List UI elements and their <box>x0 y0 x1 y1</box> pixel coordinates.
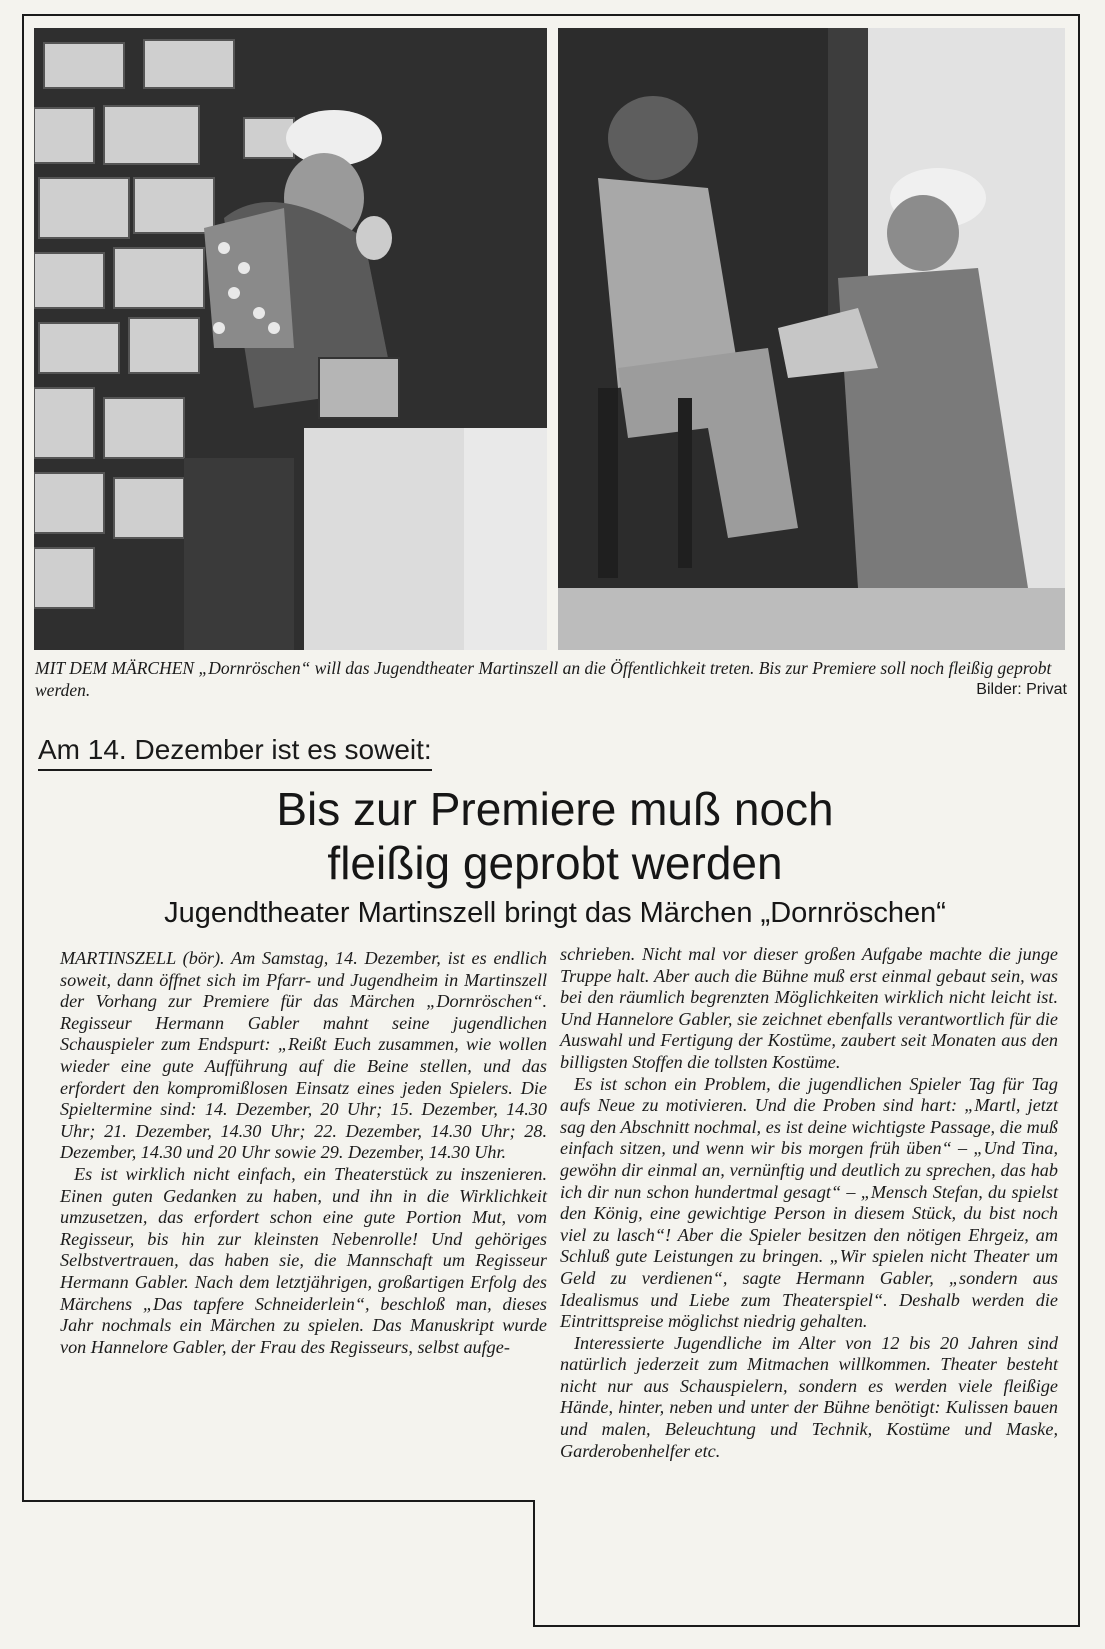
paragraph: Es ist wirklich nicht einfach, ein Theaterstück zu inszenieren. Einen guten Gedanken zu haben, und ihn in die Wirklichkeit umzusetzen, das erfordert schon eine gute Portion Mut, vom Regisseur, bis hin zur kleinsten Nebenrolle! Und gehöriges Selbstvertrauen, das haben sie, die Mannschaft um Regisseur Hermann Gabler. Nach dem letztjährigen, großartigen Erfolg des Märchens „Das tapfere Schneiderlein“, beschloß man, dieses Jahr nochmals ein Märchen zu spielen. Das Manuskript wurde von Hannelore Gabler, der Frau des Regisseurs, selbst aufge- <box>60 1163 547 1357</box>
headline-line-1: Bis zur Premiere muß noch <box>276 783 834 835</box>
kicker: Am 14. Dezember ist es soweit: <box>38 734 432 771</box>
body-column-left <box>60 948 547 1358</box>
frame-step <box>533 1500 535 1627</box>
paragraph: Interessierte Jugendliche im Alter von 12 bis 20 Jahren sind natürlich jederzeit zum Mitmachen willkommen. Theater besteht nicht nur aus Schauspielern, sondern es werden viele fleißige Hände, hinter, neben und unter der Bühne benötigt: Kulissen bauen und malen, Beleuchtung und Technik, Kostüme und Maske, Garderobenhelfer etc. <box>560 1332 1058 1461</box>
frame-right <box>1078 14 1080 1627</box>
paragraph: Es ist schon ein Problem, die jugendlichen Spieler Tag für Tag aufs Neue zu motivieren. Und die Proben sind hart: „Martl, jetzt sag den Abschnitt nochmal, es ist deine wichtigste Passage, die muß einfach sitzen, und wenn wir bis morgen früh üben“ – „Und Tina, gewöhn dir einmal an, vernünftig und deutlich zu sprechen, das hab ich dir nun schon hundertmal gesagt“ – „Mensch Stefan, du spielst den König, eine gewichtige Person in diesem Stück, du bist noch viel zu lasch“! Aber die Spieler besitzen den nötigen Ehrgeiz, am Schluß gute Leistungen zu bringen. „Wir spielen nicht Theater um Geld zu verdienen“, sagte Hermann Gabler, „sondern aus Idealismus und Liebe zum Theaterspiel“. Deshalb werden die Eintrittspreise möglichst niedrig gehalten. <box>560 1073 1058 1332</box>
photo-left <box>34 28 547 650</box>
frame-left <box>22 14 24 1501</box>
headline-line-2: fleißig geprobt werden <box>327 837 783 889</box>
photo-credit: Bilder: Privat <box>976 681 1067 698</box>
body-column-right <box>560 944 1058 1462</box>
frame-bottom-left <box>22 1500 534 1502</box>
caption-text: MIT DEM MÄRCHEN „Dornröschen“ will das Jugendtheater Martinszell an die Öffentlichkeit treten. Bis zur Premiere soll noch fleißig geprobt werden. <box>35 658 1052 700</box>
frame-top <box>22 14 1080 16</box>
subheadline: Jugendtheater Martinszell bringt das Märchen „Dornröschen“ <box>164 897 946 929</box>
paragraph: MARTINSZELL (bör). Am Samstag, 14. Dezember, ist es endlich soweit, dann öffnet sich im Pfarr- und Jugendheim in Martinszell der Vorhang zur Premiere für das Märchen „Dornröschen“. Regisseur Hermann Gabler mahnt seine jugendlichen Schauspieler zum Endspurt: „Reißt Euch zusammen, wie wollen wieder eine gute Aufführung auf die Beine stellen, und das erfordert den kompromißlosen Einsatz eines jeden Spielers. Die Spieltermine sind: 14. Dezember, 20 Uhr; 15. Dezember, 14.30 Uhr; 21. Dezember, 14.30 Uhr; 22. Dezember, 14.30 Uhr; 28. Dezember, 14.30 und 20 Uhr sowie 29. Dezember, 14.30 Uhr. <box>60 948 547 1163</box>
photo-right <box>558 28 1065 650</box>
photo-caption <box>35 657 1067 701</box>
headline <box>40 782 1070 890</box>
paragraph: schrieben. Nicht mal vor dieser großen Aufgabe machte die junge Truppe halt. Aber auch die Bühne muß erst einmal gebaut sein, was bei den räumlich begrenzten Möglichkeiten wirklich nicht leicht ist. Und Hannelore Gabler, sie zeichnet ebenfalls verantwortlich für die Auswahl und Fertigung der Kostüme, zaubert seit Monaten aus den billigsten Stoffen die tollsten Kostüme. <box>560 944 1058 1072</box>
frame-bottom-right <box>533 1625 1080 1627</box>
